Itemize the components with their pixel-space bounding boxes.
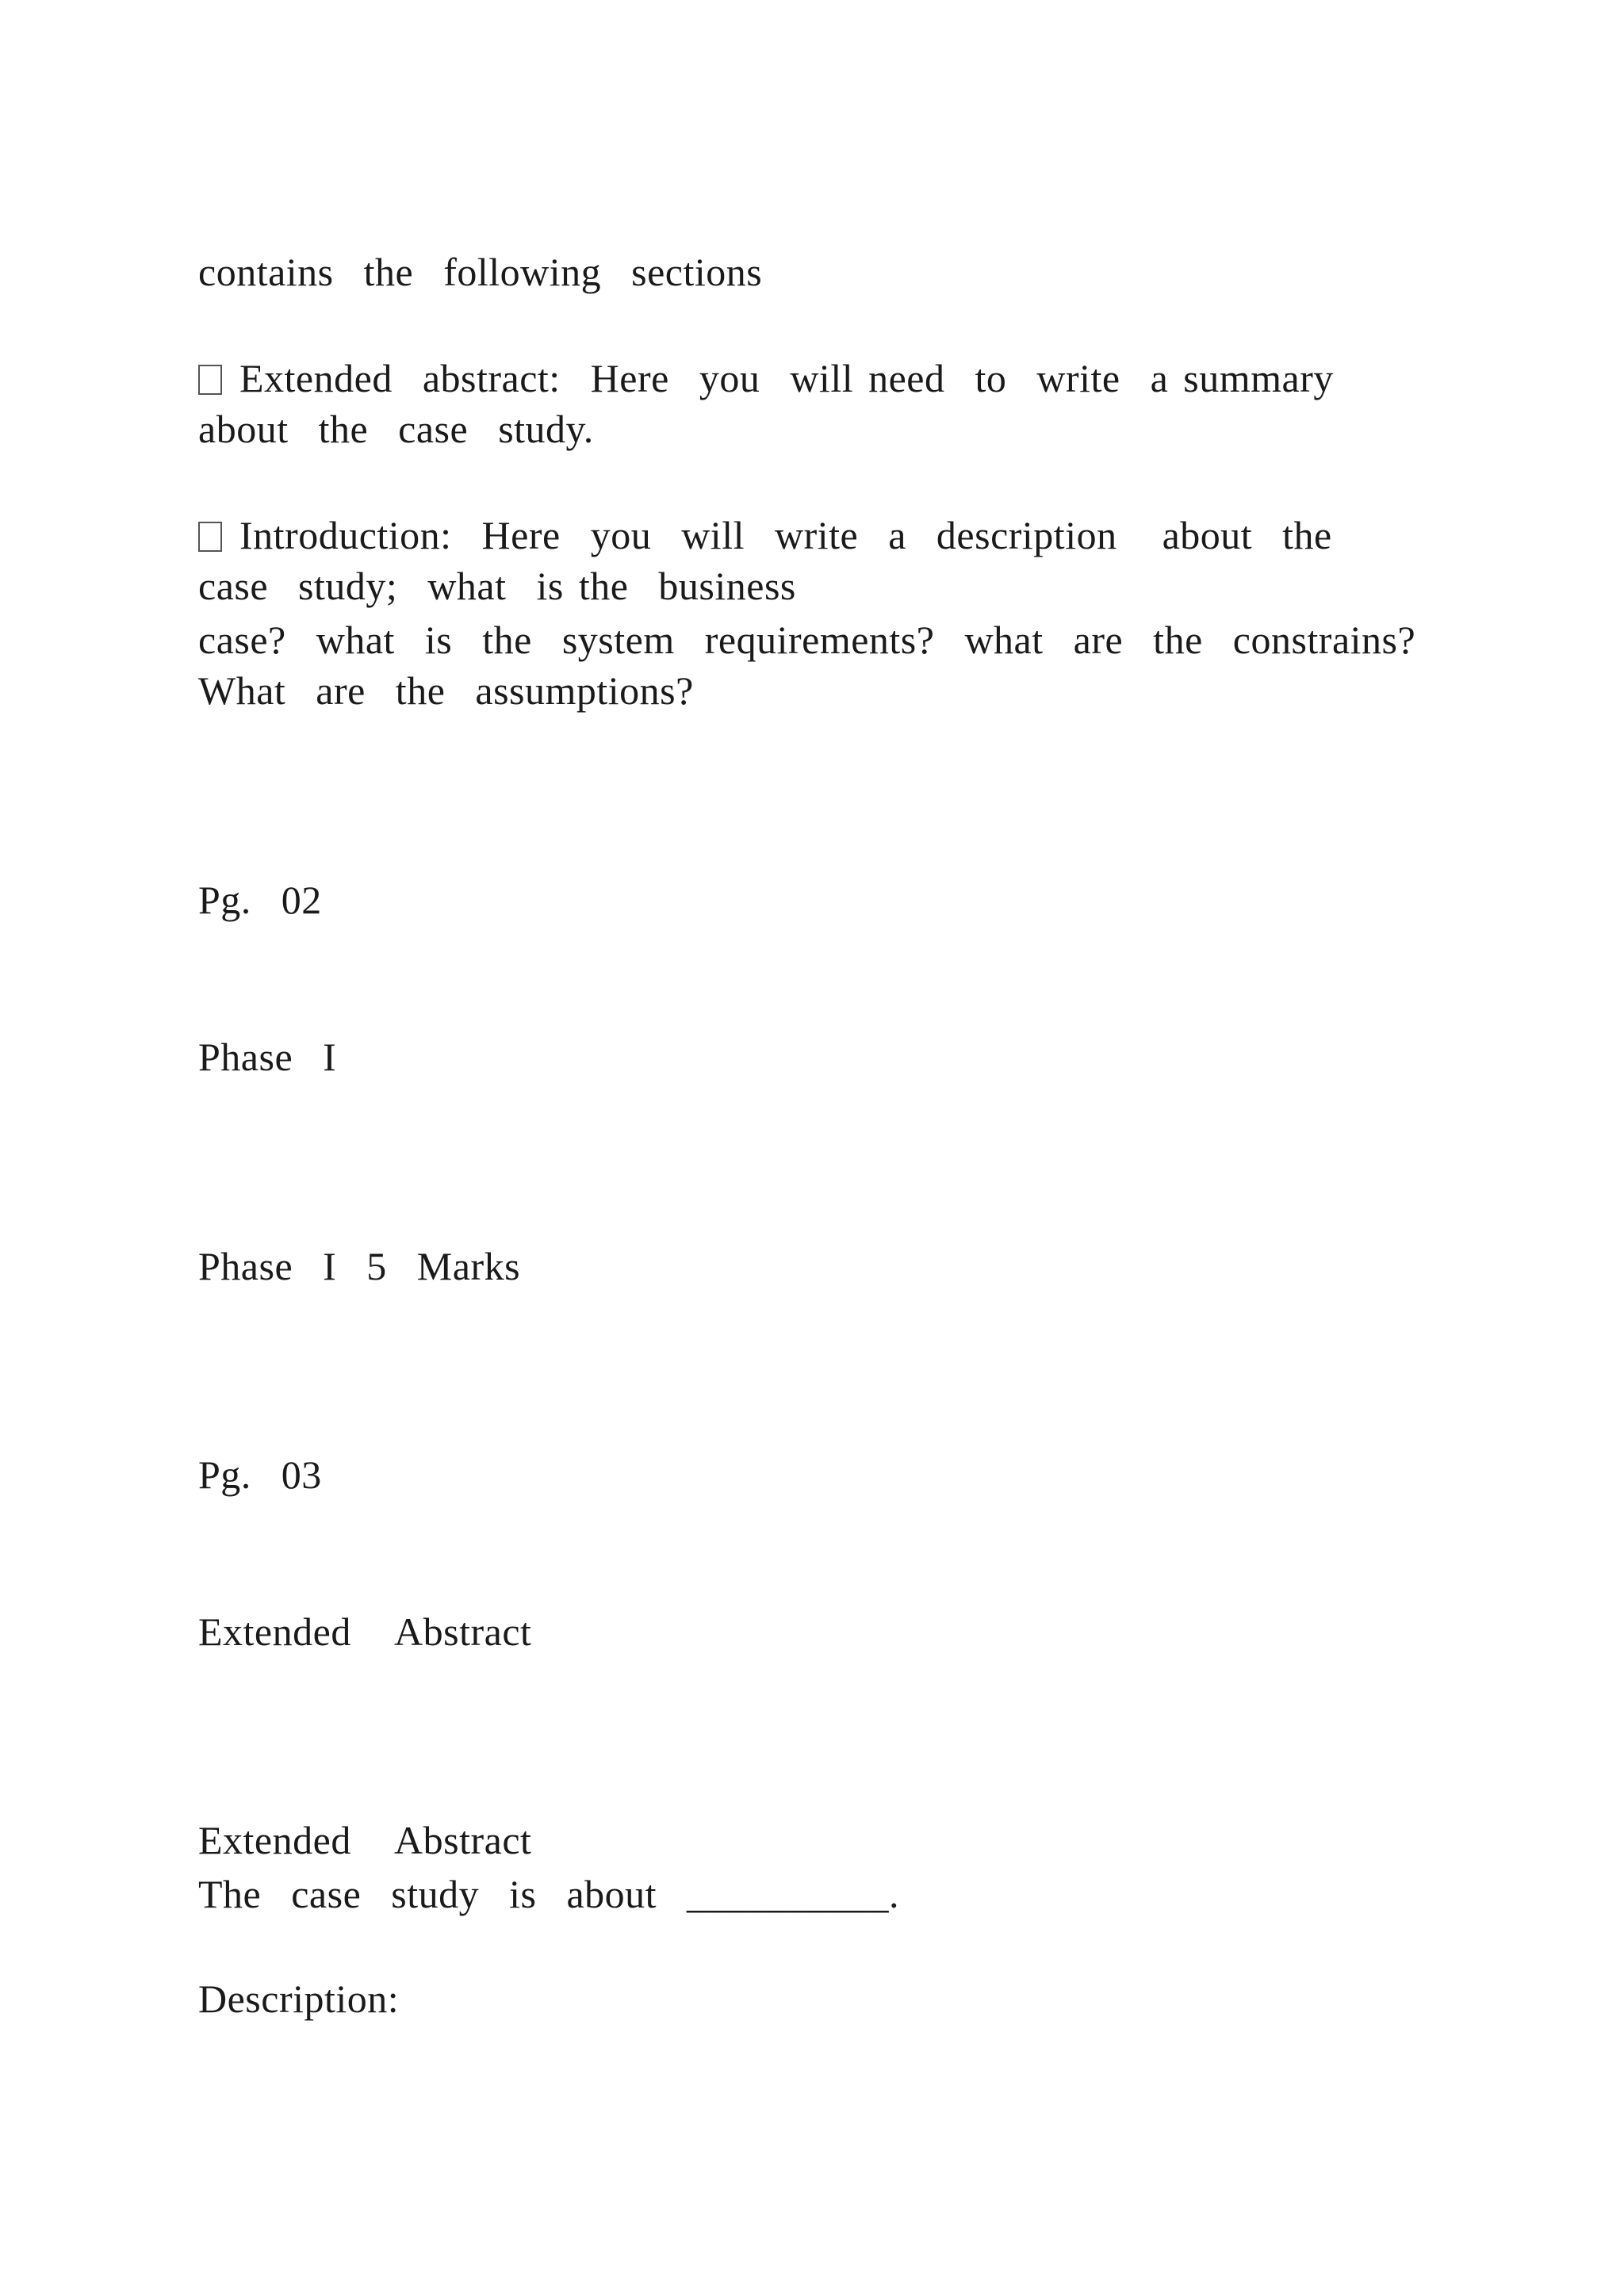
bullet-icon <box>198 365 222 395</box>
bullet-introduction-line-3: case? what is the system requirements? what are the constrains? <box>198 618 1416 662</box>
bullet-introduction <box>198 510 1332 561</box>
bullet-extended-abstract-text: Extended abstract: Here you will need to write a summary <box>239 356 1334 400</box>
intro-line: contains the following sections <box>198 250 763 294</box>
page-number-03: Pg. 03 <box>198 1452 322 1497</box>
bullet-extended-abstract-continuation: about the case study. <box>198 407 594 451</box>
bullet-introduction-line-2: case study; what is the business <box>198 564 796 608</box>
description-label: Description: <box>198 1976 400 2021</box>
bullet-extended-abstract <box>198 353 1334 404</box>
phase-marks-heading: Phase I 5 Marks <box>198 1244 521 1288</box>
bullet-introduction-text: Introduction: Here you will write a description about the <box>239 513 1332 557</box>
bullet-introduction-line-4: What are the assumptions? <box>198 668 694 713</box>
page-number-02: Pg. 02 <box>198 878 322 922</box>
extended-abstract-subheading: Extended Abstract <box>198 1818 532 1862</box>
case-study-line: The case study is about __________. <box>198 1872 900 1916</box>
phase-heading: Phase I <box>198 1035 337 1079</box>
extended-abstract-heading: Extended Abstract <box>198 1609 532 1654</box>
bullet-icon <box>198 522 222 552</box>
